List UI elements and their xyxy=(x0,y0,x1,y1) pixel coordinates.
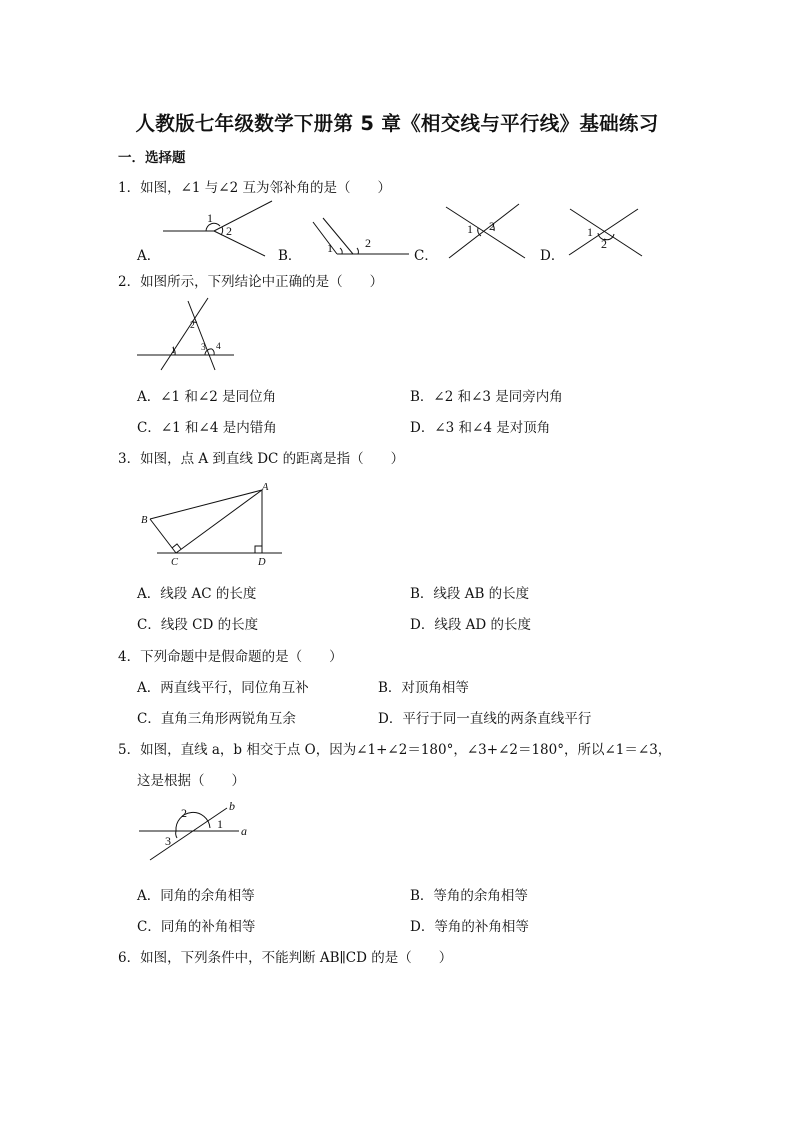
q4-option-c: C．直角三角形两锐角互余 xyxy=(137,711,296,727)
q5-label-a: a xyxy=(241,824,247,838)
q2-option-a: A．∠1 和∠2 是同位角 xyxy=(137,389,277,405)
q1-option-b: B． xyxy=(278,248,302,264)
q3-label-a: A xyxy=(262,482,269,493)
q5-option-a: A．同角的余角相等 xyxy=(137,888,255,904)
question-5-stem: 5．如图，直线 a，b 相交于点 O，因为∠1+∠2＝180°，∠3+∠2＝180°，所以∠1＝∠3， xyxy=(118,742,672,758)
q4-option-a: A．两直线平行，同位角互补 xyxy=(137,680,309,696)
q4-option-d: D．平行于同一直线的两条直线平行 xyxy=(378,711,592,727)
q3-option-b: B．线段 AB 的长度 xyxy=(410,586,530,602)
q3-option-d: D．线段 AD 的长度 xyxy=(410,617,531,633)
q1c-label-2: 2 xyxy=(489,219,495,233)
q1a-label-2: 2 xyxy=(226,224,232,238)
q5-label-3: 3 xyxy=(165,834,171,848)
q2-label-4: 4 xyxy=(216,342,221,352)
q5-option-c: C．同角的补角相等 xyxy=(137,919,256,935)
q4-option-b: B．对顶角相等 xyxy=(378,680,469,696)
q1c-label-1: 1 xyxy=(467,222,473,236)
question-2-stem: 2．如图所示，下列结论中正确的是（ ） xyxy=(118,274,384,290)
q1a-label-1: 1 xyxy=(207,211,213,225)
q2-option-b: B．∠2 和∠3 是同旁内角 xyxy=(410,389,563,405)
q5-label-2: 2 xyxy=(181,806,187,820)
q5-label-b: b xyxy=(229,799,235,813)
q1-option-d: D． xyxy=(540,248,565,264)
q3-label-d: D xyxy=(258,557,266,568)
q3-label-b: B xyxy=(141,515,148,526)
q2-label-1: 1 xyxy=(171,346,176,356)
q1d-label-2: 2 xyxy=(601,237,607,251)
question-6-stem: 6．如图，下列条件中，不能判断 AB∥CD 的是（ ） xyxy=(118,950,453,966)
question-3-stem: 3．如图，点 A 到直线 DC 的距离是指（ ） xyxy=(118,451,405,467)
q2-label-2: 2 xyxy=(190,321,195,331)
q1b-label-1: 1 xyxy=(327,241,333,255)
q2-option-d: D．∠3 和∠4 是对顶角 xyxy=(410,420,551,436)
q1d-label-1: 1 xyxy=(587,225,593,239)
page-title: 人教版七年级数学下册第 5 章《相交线与平行线》基础练习 xyxy=(135,112,659,135)
q5-option-d: D．等角的补角相等 xyxy=(410,919,529,935)
q2-option-c: C．∠1 和∠4 是内错角 xyxy=(137,420,277,436)
q1-option-a: A． xyxy=(137,248,161,264)
question-4-stem: 4．下列命题中是假命题的是（ ） xyxy=(118,649,343,665)
q5-label-1: 1 xyxy=(217,817,223,831)
question-5-stem-line2: 这是根据（ ） xyxy=(137,773,245,789)
question-1-stem: 1．如图，∠1 与∠2 互为邻补角的是（ ） xyxy=(118,180,391,196)
q1-option-c: C． xyxy=(414,248,438,264)
q3-option-c: C．线段 CD 的长度 xyxy=(137,617,259,633)
section-heading: 一．选择题 xyxy=(118,150,186,166)
q3-label-c: C xyxy=(171,557,179,568)
q2-label-3: 3 xyxy=(201,343,206,353)
q1b-label-2: 2 xyxy=(365,236,371,250)
q3-option-a: A．线段 AC 的长度 xyxy=(137,586,257,602)
q5-option-b: B．等角的余角相等 xyxy=(410,888,528,904)
